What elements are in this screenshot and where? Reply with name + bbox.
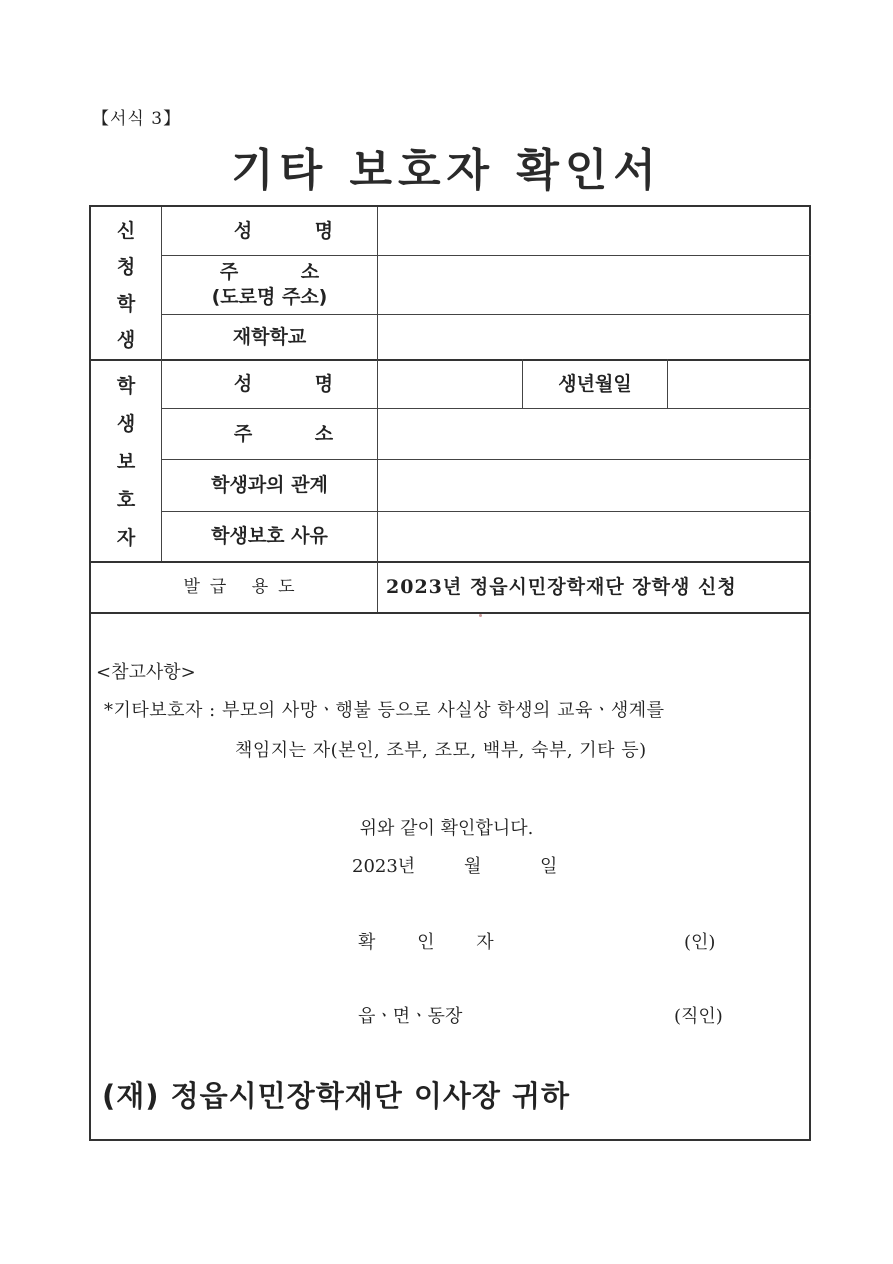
address-label-line2: (도로명 주소): [211, 286, 328, 308]
guardian-label-char: 학: [116, 374, 136, 397]
applicant-school-field[interactable]: [378, 315, 811, 359]
guardian-group-label: [91, 365, 161, 555]
guardian-reason-field[interactable]: [378, 512, 811, 561]
applicant-label-char: 청: [116, 256, 136, 279]
guardian-reason-label: 학생보호 사유: [211, 525, 328, 548]
applicant-label-char: 생: [116, 329, 136, 352]
guardian-label-char: 자: [116, 526, 136, 549]
guardian-name-label: 성 명: [233, 373, 362, 396]
guardian-address-label: 주 소: [233, 422, 362, 445]
confirmer-seal[interactable]: (인): [684, 932, 716, 953]
guardian-birth-label: 생년월일: [558, 373, 632, 396]
applicant-name-label: 성 명: [233, 219, 362, 242]
confirmer-label: 확 인 자: [358, 932, 512, 953]
confirmation-statement: 위와 같이 확인합니다.: [359, 818, 534, 839]
date-year: 2023년: [352, 856, 416, 877]
guardian-birth-field[interactable]: [668, 361, 811, 408]
guardian-label-char: 호: [116, 488, 136, 511]
guardian-relation-field[interactable]: [378, 460, 811, 511]
guardian-label-char: 생: [116, 412, 136, 435]
guardian-name-field[interactable]: [378, 361, 522, 408]
applicant-group-label: [91, 211, 161, 357]
reference-line-2: 책임지는 자(본인, 조부, 조모, 백부, 숙부, 기타 등): [235, 740, 647, 761]
applicant-school-label: 재학학교: [232, 325, 307, 348]
document-title: 기타 보호자 확인서: [231, 145, 662, 196]
applicant-address-label: [162, 256, 377, 314]
guardian-address-field[interactable]: [378, 409, 811, 459]
date-month-label: 월: [464, 856, 482, 877]
applicant-address-field[interactable]: [378, 256, 811, 314]
form-frame: [89, 205, 811, 1141]
guardian-label-char: 보: [116, 450, 136, 473]
applicant-label-char: 신: [116, 219, 136, 242]
address-label-line1: 주 소: [219, 261, 348, 284]
purpose-value: 2023년 정읍시민장학재단 장학생 신청: [386, 576, 737, 599]
scan-speck: [479, 614, 482, 617]
applicant-name-field[interactable]: [378, 207, 811, 255]
guardian-relation-label: 학생과의 관계: [211, 474, 328, 497]
form-number: 【서식 3】: [92, 109, 182, 129]
reference-heading: <참고사항>: [96, 662, 196, 683]
addressee: (재) 정읍시민장학재단 이사장 귀하: [102, 1079, 570, 1113]
purpose-label: 발급 용도: [183, 577, 305, 598]
date-day-label: 일: [540, 856, 558, 877]
official-label: 읍ㆍ면ㆍ동장: [358, 1006, 463, 1027]
official-seal[interactable]: (직인): [674, 1006, 723, 1027]
applicant-label-char: 학: [116, 292, 136, 315]
reference-line-1: *기타보호자 : 부모의 사망ㆍ행불 등으로 사실상 학생의 교육ㆍ생계를: [104, 700, 665, 721]
